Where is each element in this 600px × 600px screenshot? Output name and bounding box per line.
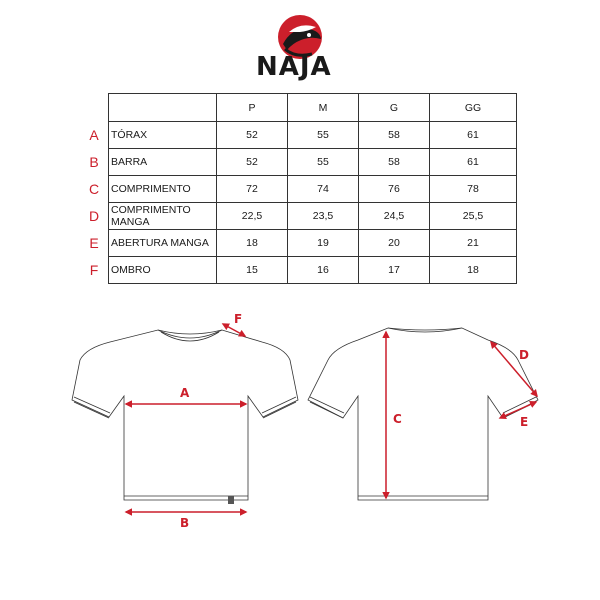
tshirt-drawing [0,300,600,600]
table-row [109,257,517,284]
table-cell: 17 [359,257,430,284]
table-header-cell: P [217,94,288,122]
row-letter: A [89,127,99,143]
brand-name: NAJA [256,52,332,82]
measure-label: COMPRIMENTO MANGA [109,203,217,230]
table-cell: 20 [359,230,430,257]
measure-label: OMBRO [109,257,217,284]
measure-label: COMPRIMENTO [109,176,217,203]
brand-logo [0,0,600,85]
row-letter: E [89,235,99,251]
dim-label-b: B [180,516,190,530]
table-cell: 18 [430,257,517,284]
dim-label-a: A [180,386,190,400]
size-table [108,93,517,284]
table-cell: 78 [430,176,517,203]
table-cell: 19 [288,230,359,257]
table-header-cell: G [359,94,430,122]
row-letter: D [88,208,100,224]
table-cell: 16 [288,257,359,284]
table-cell: 23,5 [288,203,359,230]
table-row [109,230,517,257]
table-cell: 18 [217,230,288,257]
table-cell: 15 [217,257,288,284]
row-letter: C [88,181,100,197]
row-letter: F [89,262,99,278]
front-tshirt-icon [72,330,298,504]
table-cell: 74 [288,176,359,203]
table-row [109,176,517,203]
measure-label: BARRA [109,149,217,176]
tshirt-diagrams [0,300,600,600]
table-cell: 61 [430,122,517,149]
table-header-cell: GG [430,94,517,122]
back-tshirt-icon [308,328,538,500]
measure-label: ABERTURA MANGA [109,230,217,257]
table-cell: 52 [217,149,288,176]
table-cell: 58 [359,149,430,176]
table-cell: 21 [430,230,517,257]
table-cell: 22,5 [217,203,288,230]
table-cell: 76 [359,176,430,203]
table-cell: 25,5 [430,203,517,230]
table-cell: 61 [430,149,517,176]
table-cell: 55 [288,122,359,149]
dim-label-d: D [519,348,529,362]
table-cell: 24,5 [359,203,430,230]
dim-label-f: F [234,312,243,326]
table-cell: 52 [217,122,288,149]
table-header-row [109,94,517,122]
row-letter: B [89,154,99,170]
dim-label-c: C [393,412,402,426]
table-row [109,122,517,149]
table-row [109,149,517,176]
dim-label-e: E [520,415,529,429]
table-header-cell [109,94,217,122]
table-cell: 72 [217,176,288,203]
measure-label: TÓRAX [109,122,217,149]
table-cell: 58 [359,122,430,149]
table-row [109,203,517,230]
table-header-cell: M [288,94,359,122]
table-cell: 55 [288,149,359,176]
